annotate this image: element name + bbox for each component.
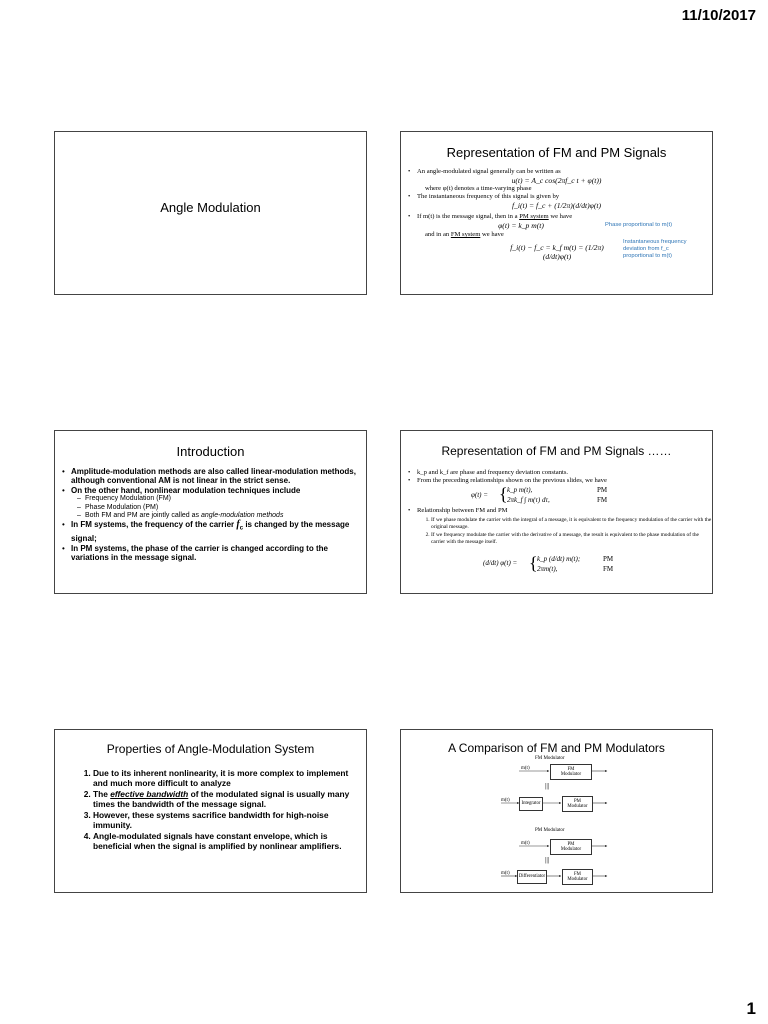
annotation: Instantaneous frequency deviation from f_c proportional to m(t)	[623, 239, 687, 259]
fm-modulator-box: FM Modulator	[562, 869, 593, 885]
diagram-label: FM Modulator	[535, 756, 565, 761]
slide-title: Introduction	[176, 444, 245, 459]
slide-introduction	[54, 430, 367, 594]
pm-modulator-box: PM Modulator	[562, 796, 593, 812]
sub-bullets	[71, 495, 360, 520]
slide-title: Representation of FM and PM Signals	[446, 145, 667, 160]
signal-label: m(t)	[501, 871, 510, 876]
bullet: • In FM systems, the frequency of the carrier $f_c$ is changed by the message signal;	[71, 520, 360, 543]
equivalence-symbol: |||	[545, 856, 550, 864]
equation: φ(t) = k_p m(t)	[498, 221, 544, 230]
signal-label: m(t)	[501, 798, 510, 803]
list-item: 1. If we phase modulate the carrier with the integral of a message, it is equivalent to the frequency modulation of the carrier with the original message.	[431, 517, 712, 530]
slide-representation-fm-pm-cont	[400, 430, 713, 594]
slide-bullets	[55, 467, 366, 563]
equation: f_i(t) = f_c + (1/2π)(d/dt)φ(t)	[511, 201, 602, 210]
annotation: Phase proportional to m(t)	[605, 222, 673, 228]
sub-bullet: – Both FM and PM are jointly called as angle-modulation methods	[85, 512, 360, 520]
slide-representation-fm-pm	[400, 131, 713, 295]
numbered-list	[55, 768, 366, 851]
text-line: and in an FM system we have	[425, 231, 504, 238]
equation-piecewise: φ(t) = { k_p m(t), PM 2πk_f ∫ m(τ) dτ, FM	[471, 484, 608, 504]
slide-title: Properties of Angle-Modulation System	[106, 742, 315, 756]
diagram-label: PM Modulator	[535, 828, 565, 833]
bullet: • The instantaneous frequency of this signal is given by	[417, 193, 706, 201]
differentiator-box: Differentiator	[517, 870, 547, 884]
sub-bullet: – Frequency Modulation (FM)	[85, 495, 360, 503]
list-item: 3. However, these systems sacrifice bandwidth for high-noise immunity.	[93, 810, 354, 830]
bullet: • k_p and k_f are phase and frequency deviation constants.	[417, 469, 706, 477]
slide-title: A Comparison of FM and PM Modulators	[448, 741, 665, 755]
fm-modulator-box: FM Modulator	[550, 764, 592, 780]
slide-bullets	[401, 213, 712, 221]
slide-title: Angle Modulation	[160, 200, 261, 215]
pm-modulator-box: PM Modulator	[550, 839, 592, 855]
print-date: 11/10/2017	[681, 7, 756, 24]
numbered-list	[401, 517, 712, 545]
integrator-box: Integrator	[519, 797, 543, 811]
sub-bullet: – Phase Modulation (PM)	[85, 504, 360, 512]
slide-bullets	[401, 193, 712, 201]
equation-piecewise: (d/dt) φ(t) = { k_p (d/dt) m(t); PM 2πm(t), FM	[483, 553, 614, 573]
bullet: • If m(t) is the message signal, then in a PM system we have	[417, 213, 706, 221]
slide-comparison-modulators	[400, 729, 713, 893]
bullet: • Amplitude-modulation methods are also called linear-modulation methods, although conventional AM is not linear in the strict sense.	[71, 467, 360, 486]
bullet: • In PM systems, the phase of the carrier is changed according to the variations in the message signal.	[71, 544, 360, 563]
slide-title: Representation of FM and PM Signals ……	[441, 444, 672, 458]
list-item: 2. The effective bandwidth of the modulated signal is usually many times the bandwidth of the message signal.	[93, 789, 354, 809]
signal-label: m(t)	[521, 766, 530, 771]
list-item: 2. If we frequency modulate the carrier with the derivative of a message, the result is equivalent to the phase modulation of the carrier with the message itself.	[431, 532, 712, 545]
slide-bullets	[401, 168, 712, 176]
bullet: • On the other hand, nonlinear modulation techniques include – Frequency Modulation (FM) – Phase Modulation (PM) – Both FM and PM are jointly called as angle-modulation methods	[71, 486, 360, 521]
slide-bullets	[401, 469, 712, 485]
list-item: 4. Angle-modulated signals have constant envelope, which is beneficial when the signal is amplified by nonlinear amplifiers.	[93, 831, 354, 851]
bullet: • Relationship between FM and PM	[417, 507, 706, 515]
equivalence-symbol: |||	[545, 782, 550, 790]
equation: u(t) = A_c cos(2πf_c t + φ(t))	[511, 176, 602, 185]
list-item: 1. Due to its inherent nonlinearity, it is more complex to implement and much more difficult to analyze	[93, 768, 354, 788]
page-number: 1	[746, 999, 756, 1018]
bullet: • From the preceding relationships shown on the previous slides, we have	[417, 477, 706, 485]
bullet: • An angle-modulated signal generally can be written as	[417, 168, 706, 176]
equation: f_i(t) − f_c = k_f m(t) = (1/2π)(d/dt)φ(t)	[510, 243, 604, 261]
slide-angle-modulation	[54, 131, 367, 295]
signal-label: m(t)	[521, 841, 530, 846]
slide-bullets	[401, 507, 712, 515]
text-line: where φ(t) denotes a time-varying phase	[425, 185, 532, 192]
modulator-diagram	[401, 754, 712, 892]
slide-properties	[54, 729, 367, 893]
